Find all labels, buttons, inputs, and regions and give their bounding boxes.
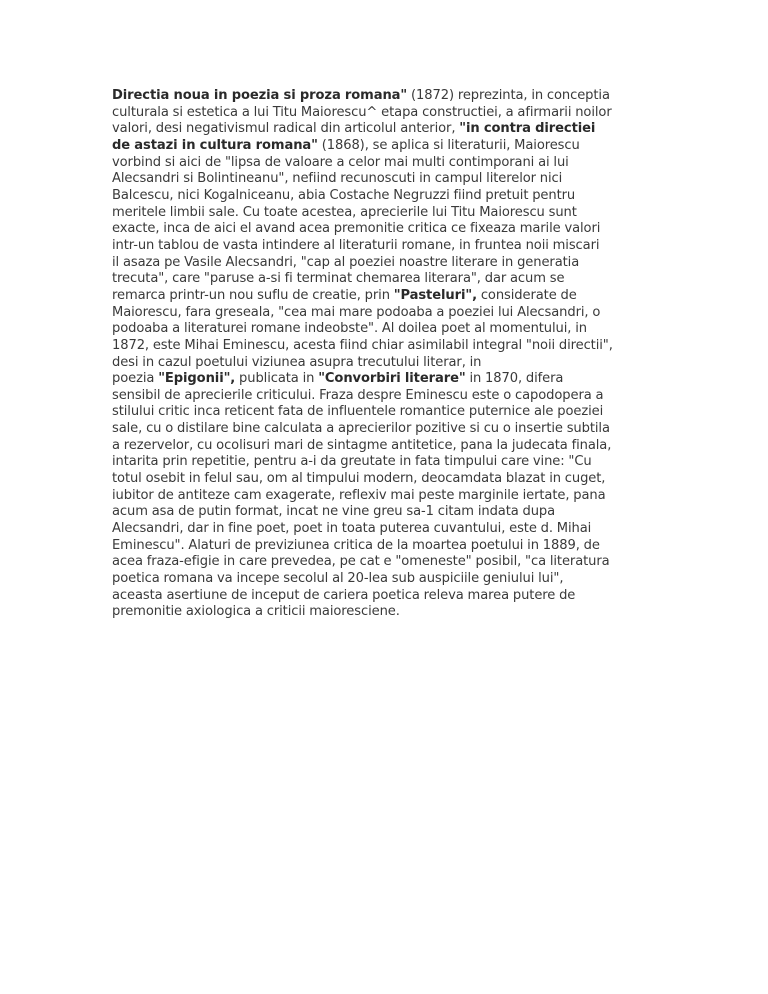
text-line xyxy=(112,371,656,388)
text-run: Eminescu". Alaturi de previziunea critica de la moartea poetului in 1889, de xyxy=(112,537,600,553)
text-run: vorbind si aici de "lipsa de valoare a celor mai multi contimporani ai lui xyxy=(112,154,569,170)
text-run: iubitor de antiteze cam exagerate, reflexiv mai peste marginile iertate, pana xyxy=(112,487,606,503)
text-run: (1868), se aplica si literaturii, Maiorescu xyxy=(317,137,580,153)
text-line xyxy=(112,138,656,155)
text-run: Alecsandri, dar in fine poet, poet in toata puterea cuvantului, este d. Mihai xyxy=(112,521,592,537)
text-run: poezia xyxy=(112,371,159,387)
text-run: remarca printr-un nou suflu de creatie, prin xyxy=(112,287,394,303)
text-run: intr-un tablou de vasta intindere al literaturii romane, in fruntea noii miscari xyxy=(112,237,600,253)
text-line xyxy=(112,355,656,372)
text-line xyxy=(112,404,656,421)
text-line xyxy=(112,188,656,205)
bold-title-run: "Pasteluri", xyxy=(393,287,477,303)
text-line xyxy=(112,521,656,538)
bold-title-run: "Epigonii", xyxy=(158,371,236,387)
text-line xyxy=(112,271,656,288)
text-run: il asaza pe Vasile Alecsandri, "cap al poeziei noastre literare in generatia xyxy=(112,254,580,270)
text-run: Maiorescu, fara greseala, "cea mai mare podoaba a poeziei lui Alecsandri, o xyxy=(112,304,601,320)
text-run: aceasta asertiune de inceput de cariera poetica releva marea putere de xyxy=(112,587,576,603)
text-run: culturala si estetica a lui Titu Maiorescu^ etapa constructiei, a afirmarii noilor xyxy=(112,104,612,120)
bold-title-run: de astazi in cultura romana" xyxy=(112,137,318,153)
text-line xyxy=(112,504,656,521)
bold-title-run: "Convorbiri literare" xyxy=(318,371,466,387)
text-line xyxy=(112,571,656,588)
text-run: exacte, inca de aici el avand acea premonitie critica ce fixeaza marile valori xyxy=(112,221,601,237)
text-run: meritele limbii sale. Cu toate acestea, aprecierile lui Titu Maiorescu sunt xyxy=(112,204,577,220)
text-run: a rezervelor, cu ocolisuri mari de sintagme antitetice, pana la judecata finala, xyxy=(112,437,612,453)
text-line xyxy=(112,121,656,138)
text-run: valori, desi negativismul radical din articolul anterior, xyxy=(112,121,460,137)
text-run: in 1870, difera xyxy=(465,371,564,387)
text-line xyxy=(112,105,656,122)
text-run: stilului critic inca reticent fata de influentele romantice puternice ale poeziei xyxy=(112,404,604,420)
text-run: 1872, este Mihai Eminescu, acesta fiind chiar asimilabil integral "noii directii", xyxy=(112,337,613,353)
text-line xyxy=(112,538,656,555)
text-line xyxy=(112,438,656,455)
text-line xyxy=(112,305,656,322)
text-run: acea fraza-efigie in care prevedea, pe cat e "omeneste" posibil, "ca literatura xyxy=(112,554,610,570)
text-run: sale, cu o distilare bine calculata a aprecierilor pozitive si cu o insertie subtila xyxy=(112,421,610,437)
text-run: (1872) reprezinta, in conceptia xyxy=(407,88,610,103)
text-run: desi in cazul poetului viziunea asupra trecutului literar, in xyxy=(112,354,482,370)
text-run: acum asa de putin format, incat ne vine greu sa-1 citam indata dupa xyxy=(112,504,556,520)
text-line xyxy=(112,238,656,255)
text-run: intarita prin repetitie, pentru a-i da greutate in fata timpului care vine: "Cu xyxy=(112,454,592,470)
text-line xyxy=(112,88,656,105)
text-run: podoaba a literaturei romane indeobste". Al doilea poet al momentului, in xyxy=(112,321,587,337)
text-line xyxy=(112,421,656,438)
bold-title-run: Directia noua in poezia si proza romana" xyxy=(112,88,408,103)
text-run: publicata in xyxy=(235,371,319,387)
text-run: considerate de xyxy=(476,287,577,303)
text-line xyxy=(112,255,656,272)
text-line xyxy=(112,221,656,238)
text-run: Alecsandri si Bolintineanu", nefiind recunoscuti in campul literelor nici xyxy=(112,171,563,187)
text-run: premonitie axiologica a criticii maioresciene. xyxy=(112,604,400,620)
text-line xyxy=(112,338,656,355)
body-paragraph xyxy=(112,88,656,621)
text-line xyxy=(112,321,656,338)
text-line xyxy=(112,388,656,405)
text-line xyxy=(112,588,656,605)
text-run: Balcescu, nici Kogalniceanu, abia Costache Negruzzi fiind pretuit pentru xyxy=(112,187,576,203)
bold-title-run: "in contra directiei xyxy=(459,121,596,137)
text-line xyxy=(112,205,656,222)
text-line xyxy=(112,171,656,188)
text-line xyxy=(112,471,656,488)
text-line xyxy=(112,604,656,621)
text-run: sensibil de aprecierile criticului. Fraza despre Eminescu este o capodopera a xyxy=(112,387,604,403)
text-line xyxy=(112,454,656,471)
text-line xyxy=(112,488,656,505)
text-run: poetica romana va incepe secolul al 20-lea sub auspiciile geniului lui", xyxy=(112,571,564,587)
text-run: trecuta", care "paruse a-si fi terminat chemarea literara", dar acum se xyxy=(112,271,565,287)
text-run: totul osebit in felul sau, om al timpului modern, deocamdata blazat in cuget, xyxy=(112,471,606,487)
text-line xyxy=(112,554,656,571)
text-line xyxy=(112,288,656,305)
text-line xyxy=(112,155,656,172)
